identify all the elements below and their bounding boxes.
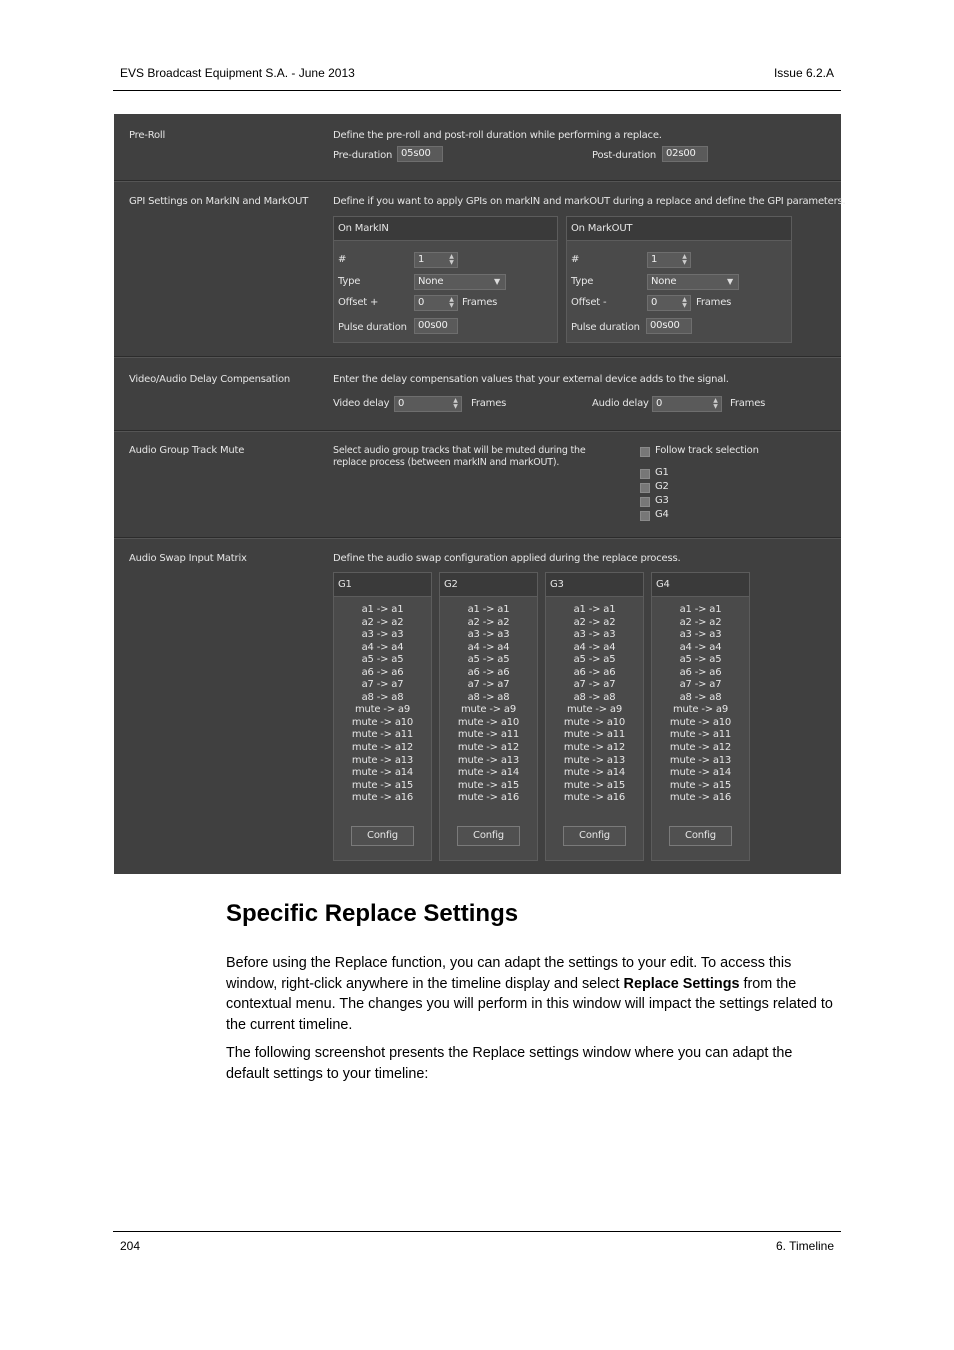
separator bbox=[114, 537, 841, 539]
markin-title: On MarkIN bbox=[334, 217, 557, 241]
audio-delay-value: 0 bbox=[656, 398, 663, 409]
video-delay-label: Video delay bbox=[333, 398, 390, 409]
mapping-row[interactable]: mute -> a10 bbox=[563, 716, 626, 728]
mapping-row[interactable]: a2 -> a2 bbox=[467, 616, 510, 628]
markin-num-label: # bbox=[338, 254, 347, 265]
markin-frames-label: Frames bbox=[462, 297, 498, 308]
markout-offset-label: Offset - bbox=[571, 297, 607, 308]
mapping-row[interactable]: mute -> a14 bbox=[669, 767, 732, 779]
markout-panel bbox=[566, 216, 792, 343]
mute-desc-line1: Select audio group tracks that will be muted during the bbox=[333, 445, 586, 456]
preroll-label: Pre-Roll bbox=[129, 130, 166, 141]
mapping-list bbox=[440, 604, 537, 805]
markin-pulse-input[interactable]: 00s00 bbox=[414, 318, 458, 334]
mapping-row[interactable]: mute -> a12 bbox=[457, 742, 520, 754]
footer-rule bbox=[113, 1231, 841, 1232]
markout-type-select[interactable] bbox=[647, 274, 739, 290]
markout-offset-spinbox[interactable] bbox=[647, 295, 691, 311]
config-button[interactable]: Config bbox=[351, 826, 414, 846]
markin-num-spinbox[interactable] bbox=[414, 252, 458, 268]
swap-panel-g1 bbox=[333, 572, 432, 861]
mapping-row[interactable]: a6 -> a6 bbox=[679, 666, 722, 678]
mapping-row[interactable]: a8 -> a8 bbox=[467, 691, 510, 703]
swap-label: Audio Swap Input Matrix bbox=[129, 553, 247, 564]
markin-type-label: Type bbox=[338, 276, 361, 287]
separator bbox=[114, 180, 841, 182]
mute-g1-checkbox[interactable] bbox=[640, 469, 650, 479]
post-duration-input[interactable]: 02s00 bbox=[662, 146, 708, 162]
mute-g4-label: G4 bbox=[655, 509, 669, 520]
mapping-row[interactable]: a2 -> a2 bbox=[361, 616, 404, 628]
audio-delay-unit: Frames bbox=[730, 398, 766, 409]
mapping-row[interactable]: a7 -> a7 bbox=[679, 679, 722, 691]
markout-num-value: 1 bbox=[651, 254, 658, 265]
video-delay-unit: Frames bbox=[471, 398, 507, 409]
mapping-row[interactable]: a5 -> a5 bbox=[361, 654, 404, 666]
mapping-row[interactable]: mute -> a12 bbox=[563, 742, 626, 754]
mapping-row[interactable]: a6 -> a6 bbox=[467, 666, 510, 678]
replace-settings-screenshot bbox=[114, 114, 846, 874]
mapping-row[interactable]: a5 -> a5 bbox=[467, 654, 510, 666]
spinner-arrows-icon[interactable]: ▲ ▼ bbox=[449, 296, 454, 309]
config-button[interactable]: Config bbox=[457, 826, 520, 846]
swap-panel-g4 bbox=[651, 572, 750, 861]
chevron-down-icon: ▼ bbox=[494, 277, 500, 286]
mapping-row[interactable]: mute -> a14 bbox=[351, 767, 414, 779]
chevron-down-icon: ▼ bbox=[727, 277, 733, 286]
mapping-row[interactable]: mute -> a13 bbox=[563, 754, 626, 766]
spinner-arrows-icon[interactable]: ▲ ▼ bbox=[449, 253, 454, 266]
gpi-desc: Define if you want to apply GPIs on markIN and markOUT during a replace and define the GPI parameters. bbox=[333, 196, 846, 207]
mapping-row[interactable]: mute -> a11 bbox=[669, 729, 732, 741]
audio-delay-label: Audio delay bbox=[592, 398, 649, 409]
mapping-row[interactable]: mute -> a9 bbox=[461, 704, 516, 716]
mapping-row[interactable]: a3 -> a3 bbox=[361, 629, 404, 641]
markout-offset-value: 0 bbox=[651, 297, 658, 308]
mapping-row[interactable]: mute -> a16 bbox=[351, 792, 414, 804]
mapping-row[interactable]: mute -> a9 bbox=[567, 704, 622, 716]
mapping-list bbox=[334, 604, 431, 805]
mapping-row[interactable]: a1 -> a1 bbox=[573, 604, 616, 615]
mapping-row[interactable]: a4 -> a4 bbox=[361, 641, 404, 653]
mapping-row[interactable]: a3 -> a3 bbox=[467, 629, 510, 641]
mapping-row[interactable]: a4 -> a4 bbox=[467, 641, 510, 653]
mapping-row[interactable]: a1 -> a1 bbox=[679, 604, 722, 615]
post-duration-label: Post-duration bbox=[592, 150, 657, 161]
mapping-row[interactable]: mute -> a11 bbox=[457, 729, 520, 741]
footer-page-number: 204 bbox=[120, 1239, 141, 1253]
mapping-row[interactable]: a6 -> a6 bbox=[573, 666, 616, 678]
swap-panel-title: G3 bbox=[546, 573, 643, 597]
mapping-row[interactable]: mute -> a9 bbox=[355, 704, 410, 716]
mapping-row[interactable]: a4 -> a4 bbox=[679, 641, 722, 653]
header-rule bbox=[113, 90, 841, 91]
section-title: Specific Replace Settings bbox=[226, 900, 519, 927]
video-delay-value: 0 bbox=[398, 398, 405, 409]
mapping-row[interactable]: mute -> a15 bbox=[563, 779, 626, 791]
mapping-row[interactable]: mute -> a15 bbox=[351, 779, 414, 791]
mapping-row[interactable]: mute -> a10 bbox=[457, 716, 520, 728]
mapping-row[interactable]: mute -> a10 bbox=[351, 716, 414, 728]
markin-type-select[interactable] bbox=[414, 274, 506, 290]
markout-type-label: Type bbox=[571, 276, 594, 287]
markin-type-value: None bbox=[418, 276, 444, 287]
mapping-row[interactable]: a7 -> a7 bbox=[573, 679, 616, 691]
mapping-row[interactable]: mute -> a12 bbox=[669, 742, 732, 754]
mapping-row[interactable]: a7 -> a7 bbox=[467, 679, 510, 691]
mapping-row[interactable]: a3 -> a3 bbox=[679, 629, 722, 641]
mapping-row[interactable]: mute -> a13 bbox=[457, 754, 520, 766]
spinner-arrows-icon[interactable]: ▲ ▼ bbox=[682, 296, 687, 309]
swap-panel-title: G4 bbox=[652, 573, 749, 597]
paragraph-1 bbox=[226, 953, 838, 1035]
mapping-row[interactable]: a8 -> a8 bbox=[361, 691, 404, 703]
mapping-row[interactable]: mute -> a16 bbox=[457, 792, 520, 804]
mapping-row[interactable]: mute -> a13 bbox=[351, 754, 414, 766]
mute-label: Audio Group Track Mute bbox=[129, 445, 245, 456]
spinner-arrows-icon[interactable]: ▲ ▼ bbox=[713, 397, 718, 410]
markin-offset-spinbox[interactable] bbox=[414, 295, 458, 311]
spinner-arrows-icon[interactable]: ▲ ▼ bbox=[682, 253, 687, 266]
follow-track-checkbox[interactable] bbox=[640, 447, 650, 457]
mapping-row[interactable]: a3 -> a3 bbox=[573, 629, 616, 641]
mapping-row[interactable]: a8 -> a8 bbox=[573, 691, 616, 703]
mapping-list bbox=[652, 604, 749, 805]
markout-pulse-input[interactable]: 00s00 bbox=[646, 318, 692, 334]
mute-g4-checkbox[interactable] bbox=[640, 511, 650, 521]
preroll-desc: Define the pre-roll and post-roll duration while performing a replace. bbox=[333, 130, 662, 141]
mapping-row[interactable]: mute -> a11 bbox=[563, 729, 626, 741]
paragraph-2: The following screenshot presents the Replace settings window where you can adapt the default settings to your timeline: bbox=[226, 1045, 793, 1082]
mapping-row[interactable]: mute -> a12 bbox=[351, 742, 414, 754]
video-delay-spinbox[interactable] bbox=[394, 396, 462, 412]
markout-frames-label: Frames bbox=[696, 297, 732, 308]
mapping-row[interactable]: mute -> a15 bbox=[669, 779, 732, 791]
paragraph-1-bold: Replace Settings bbox=[623, 975, 740, 992]
mapping-row[interactable]: a2 -> a2 bbox=[679, 616, 722, 628]
paragraph-1-start: Before using the Replace function, you can adapt the settings to your edit. To access this window, right-click anywhere in the timeline display and select bbox=[226, 955, 792, 992]
config-button[interactable]: Config bbox=[669, 826, 732, 846]
mute-g2-checkbox[interactable] bbox=[640, 483, 650, 493]
mute-g1-label: G1 bbox=[655, 467, 669, 478]
follow-track-label: Follow track selection bbox=[655, 445, 759, 456]
config-button[interactable]: Config bbox=[563, 826, 626, 846]
pre-duration-input[interactable]: 05s00 bbox=[397, 146, 443, 162]
markout-num-label: # bbox=[571, 254, 580, 265]
mapping-row[interactable]: mute -> a14 bbox=[563, 767, 626, 779]
header-left: EVS Broadcast Equipment S.A. - June 2013 bbox=[120, 66, 355, 80]
markin-offset-value: 0 bbox=[418, 297, 425, 308]
mapping-row[interactable]: a7 -> a7 bbox=[361, 679, 404, 691]
audio-delay-spinbox[interactable] bbox=[652, 396, 722, 412]
mapping-row[interactable]: a5 -> a5 bbox=[679, 654, 722, 666]
mapping-row[interactable]: a8 -> a8 bbox=[679, 691, 722, 703]
swap-panel-title: G1 bbox=[334, 573, 431, 597]
mapping-row[interactable]: mute -> a9 bbox=[673, 704, 728, 716]
mapping-list bbox=[546, 604, 643, 805]
mute-desc-line2: replace process (between markIN and markOUT). bbox=[333, 457, 560, 468]
mute-g3-label: G3 bbox=[655, 495, 669, 506]
mapping-row[interactable]: a2 -> a2 bbox=[573, 616, 616, 628]
markin-pulse-label: Pulse duration bbox=[338, 322, 407, 333]
markout-type-value: None bbox=[651, 276, 677, 287]
mapping-row[interactable]: mute -> a10 bbox=[669, 716, 732, 728]
mapping-row[interactable]: a1 -> a1 bbox=[361, 604, 404, 615]
mapping-row[interactable]: mute -> a13 bbox=[669, 754, 732, 766]
delay-desc: Enter the delay compensation values that your external device adds to the signal. bbox=[333, 374, 729, 385]
mute-g2-label: G2 bbox=[655, 481, 669, 492]
markin-panel bbox=[333, 216, 558, 343]
gpi-label: GPI Settings on MarkIN and MarkOUT bbox=[129, 196, 309, 207]
mapping-row[interactable]: a5 -> a5 bbox=[573, 654, 616, 666]
spinner-arrows-icon[interactable]: ▲ ▼ bbox=[453, 397, 458, 410]
separator bbox=[114, 356, 841, 358]
pre-duration-label: Pre-duration bbox=[333, 150, 393, 161]
swap-desc: Define the audio swap configuration applied during the replace process. bbox=[333, 553, 681, 564]
mute-g3-checkbox[interactable] bbox=[640, 497, 650, 507]
markout-num-spinbox[interactable] bbox=[647, 252, 691, 268]
mapping-row[interactable]: mute -> a11 bbox=[351, 729, 414, 741]
mapping-row[interactable]: a4 -> a4 bbox=[573, 641, 616, 653]
mapping-row[interactable]: mute -> a14 bbox=[457, 767, 520, 779]
header-right: Issue 6.2.A bbox=[773, 66, 834, 80]
mapping-row[interactable]: mute -> a15 bbox=[457, 779, 520, 791]
footer-section: 6. Timeline bbox=[775, 1239, 834, 1253]
separator bbox=[114, 430, 841, 432]
mapping-row[interactable]: mute -> a16 bbox=[563, 792, 626, 804]
mapping-row[interactable]: a6 -> a6 bbox=[361, 666, 404, 678]
mapping-row[interactable]: mute -> a16 bbox=[669, 792, 732, 804]
swap-panel-g2 bbox=[439, 572, 538, 861]
delay-label: Video/Audio Delay Compensation bbox=[129, 374, 291, 385]
mapping-row[interactable]: a1 -> a1 bbox=[467, 604, 510, 615]
paragraph-1-end: from the contextual menu. The changes you will perform in this window will impact the settings related to the current timeline. bbox=[226, 975, 833, 1033]
markin-num-value: 1 bbox=[418, 254, 425, 265]
markin-offset-label: Offset + bbox=[338, 297, 379, 308]
markout-title: On MarkOUT bbox=[567, 217, 791, 241]
markout-pulse-label: Pulse duration bbox=[571, 322, 640, 333]
swap-panel-title: G2 bbox=[440, 573, 537, 597]
swap-panel-g3 bbox=[545, 572, 644, 861]
